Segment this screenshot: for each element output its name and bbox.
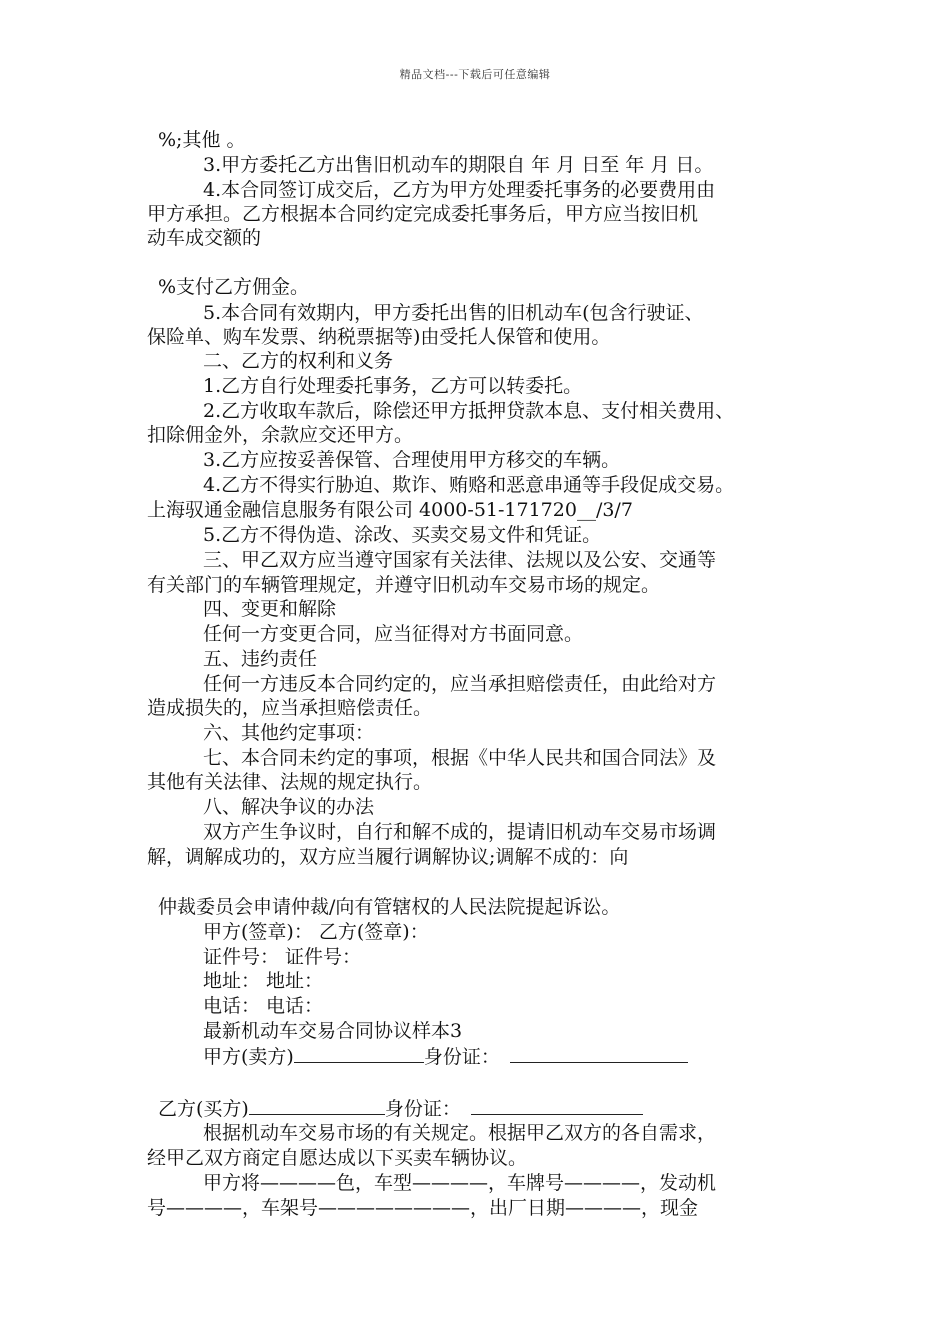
text-line: 有关部门的车辆管理规定，并遵守旧机动车交易市场的规定。 [147, 574, 661, 596]
text-line: 造成损失的，应当承担赔偿责任。 [147, 697, 433, 719]
text-line: 5.乙方不得伪造、涂改、买卖交易文件和凭证。 [203, 524, 602, 546]
text-line: 扣除佣金外，余款应交还甲方。 [147, 424, 414, 446]
text-line: 甲方承担。乙方根据本合同约定完成委托事务后，甲方应当按旧机 [147, 203, 699, 225]
seller-id-blank[interactable] [510, 1044, 688, 1063]
seller-id-label: 身份证： [423, 1046, 500, 1068]
seller-name-blank[interactable] [294, 1044, 424, 1063]
text-line: 1.乙方自行处理委托事务，乙方可以转委托。 [203, 375, 583, 397]
text-line: 解，调解成功的，双方应当履行调解协议;调解不成的：向 [147, 846, 629, 868]
section-heading: 三、甲乙双方应当遵守国家有关法律、法规以及公安、交通等 [203, 549, 717, 571]
seller-line [203, 1044, 688, 1069]
seller-label: 甲方(卖方) [203, 1046, 294, 1068]
section-heading: 八、解决争议的办法 [203, 796, 375, 818]
address-line: 地址： 地址： [203, 970, 324, 992]
buyer-name-blank[interactable] [249, 1096, 385, 1115]
section-heading: 二、乙方的权利和义务 [203, 350, 394, 372]
text-line: 动车成交额的 [147, 227, 262, 249]
buyer-line [158, 1096, 643, 1121]
buyer-id-blank[interactable] [471, 1096, 643, 1115]
text-line: 3.甲方委托乙方出售旧机动车的期限自 年 月 日至 年 月 日。 [203, 154, 714, 176]
text-line: 3.乙方应按妥善保管、合理使用甲方移交的车辆。 [203, 449, 621, 471]
text-line: %;其他 。 [158, 129, 246, 151]
text-line: 根据机动车交易市场的有关规定。根据甲乙双方的各自需求， [203, 1122, 717, 1144]
text-line: 经甲乙双方商定自愿达成以下买卖车辆协议。 [147, 1147, 528, 1169]
text-line: 5.本合同有效期内，甲方委托出售的旧机动车(包含行驶证、 [203, 302, 704, 324]
text-line: %支付乙方佣金。 [158, 276, 310, 298]
phone-line: 电话： 电话： [203, 995, 324, 1017]
text-line: 号————，车架号————————，出厂日期————，现金 [147, 1197, 699, 1219]
id-line: 证件号： 证件号： [203, 946, 362, 968]
text-line: 仲裁委员会申请仲裁/向有管辖权的人民法院提起诉讼。 [158, 896, 621, 918]
section-heading: 四、变更和解除 [203, 598, 337, 620]
page-header: 精品文档---下载后可任意编辑 [399, 68, 551, 81]
text-line: 任何一方违反本合同约定的，应当承担赔偿责任，由此给对方 [203, 673, 717, 695]
text-line: 任何一方变更合同，应当征得对方书面同意。 [203, 623, 584, 645]
sample-title: 最新机动车交易合同协议样本3 [203, 1020, 463, 1042]
section-heading: 六、其他约定事项： [203, 722, 375, 744]
text-line: 2.乙方收取车款后，除偿还甲方抵押贷款本息、支付相关费用、 [203, 400, 735, 422]
signature-line: 甲方(签章)： 乙方(签章)： [203, 921, 429, 943]
buyer-label: 乙方(买方) [158, 1098, 249, 1120]
section-heading: 七、本合同未约定的事项，根据《中华人民共和国合同法》及 [203, 747, 717, 769]
company-watermark-line: 上海驭通金融信息服务有限公司 4000-51-171720__/3/7 [147, 499, 633, 521]
text-line: 4.乙方不得实行胁迫、欺诈、贿赂和恶意串通等手段促成交易。 [203, 474, 735, 496]
text-line: 甲方将————色，车型————，车牌号————，发动机 [203, 1172, 717, 1194]
text-line: 其他有关法律、法规的规定执行。 [147, 771, 433, 793]
text-line: 4.本合同签订成交后，乙方为甲方处理委托事务的必要费用由 [203, 179, 716, 201]
text-line: 保险单、购车发票、纳税票据等)由受托人保管和使用。 [147, 326, 611, 348]
text-line: 双方产生争议时，自行和解不成的，提请旧机动车交易市场调 [203, 821, 717, 843]
buyer-id-label: 身份证： [384, 1098, 461, 1120]
section-heading: 五、违约责任 [203, 648, 318, 670]
